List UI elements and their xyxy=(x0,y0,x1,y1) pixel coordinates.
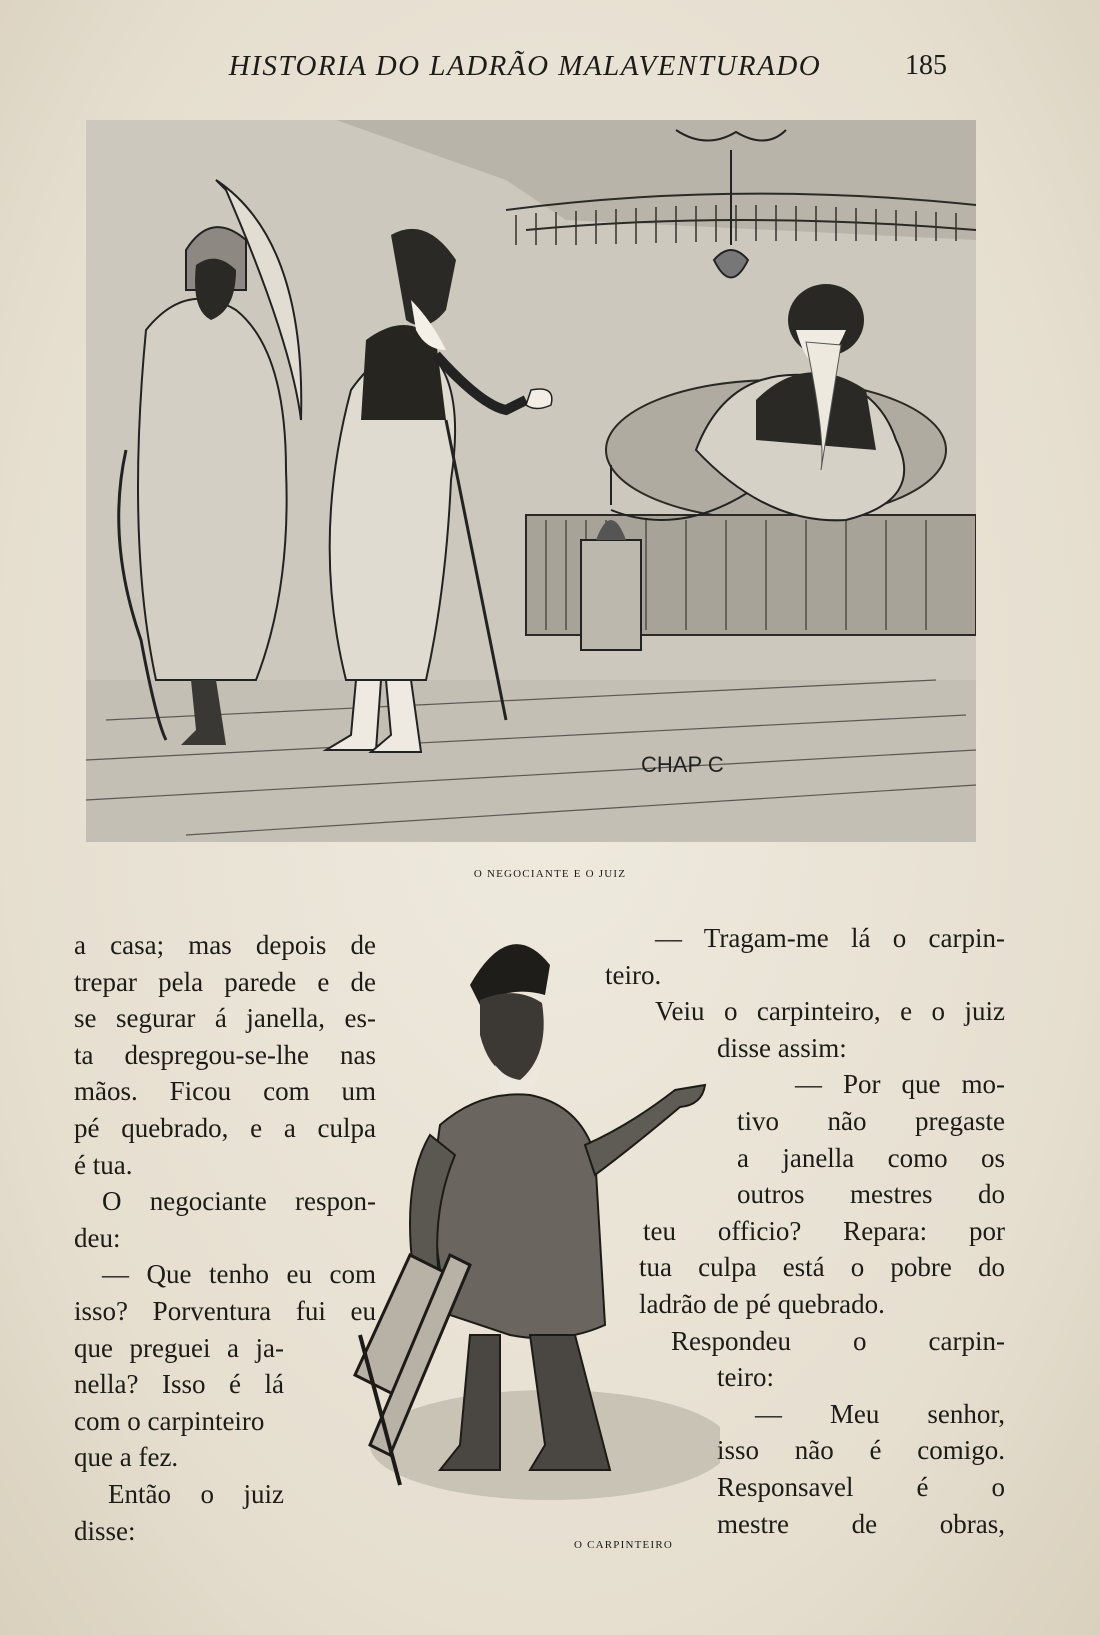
right-text-column xyxy=(605,920,1005,1542)
text-line: mestre de obras, xyxy=(717,1508,1005,1539)
text-line: ta despregou-se-lhe nas xyxy=(74,1039,376,1070)
text-line: ladrão de pé quebrado. xyxy=(639,1288,885,1319)
text-line: disse: xyxy=(74,1515,136,1546)
text-line: Responsavel é o xyxy=(717,1471,1005,1502)
text-line: mãos. Ficou com um xyxy=(74,1076,376,1107)
caption-merchant-and-judge: O NEGOCIANTE E O JUIZ xyxy=(473,868,627,880)
text-line: disse assim: xyxy=(717,1032,847,1063)
text-line: outros mestres do xyxy=(737,1179,1005,1210)
text-line: Então o juiz xyxy=(108,1478,284,1509)
illustration-merchant-and-judge-drawing xyxy=(86,120,976,842)
page-number: 185 xyxy=(905,50,947,81)
artist-signature: CHAP C xyxy=(641,752,724,777)
text-line: — Por que mo- xyxy=(795,1069,1005,1100)
text-line: é tua. xyxy=(74,1149,133,1180)
caption-carpenter: O CARPINTEIRO xyxy=(574,1539,674,1551)
text-line: tivo não pregaste xyxy=(737,1105,1005,1136)
text-line: nella? Isso é lá xyxy=(74,1369,284,1400)
text-line: a casa; mas depois de xyxy=(74,930,376,960)
text-line: se segurar á janella, es- xyxy=(74,1003,376,1034)
text-line: com o carpinteiro xyxy=(74,1405,265,1436)
text-line: que preguei a ja- xyxy=(74,1332,284,1363)
text-line: trepar pela parede e de xyxy=(74,966,376,997)
text-line: teiro. xyxy=(605,959,662,990)
text-line: teiro: xyxy=(717,1362,774,1393)
text-line: tua culpa está o pobre do xyxy=(639,1252,1005,1283)
text-line: — Tragam-me lá o carpin- xyxy=(655,923,1005,953)
text-line: O negociante respon- xyxy=(102,1186,376,1217)
text-line: a janella como os xyxy=(737,1142,1005,1173)
text-line: deu: xyxy=(74,1222,121,1253)
text-line: que a fez. xyxy=(74,1442,179,1473)
text-line: pé quebrado, e a culpa xyxy=(74,1112,376,1143)
text-line: — Meu senhor, xyxy=(755,1398,1005,1429)
text-line: isso não é comigo. xyxy=(717,1435,1005,1466)
text-line: teu officio? Repara: por xyxy=(643,1215,1005,1246)
text-line: Respondeu o carpin- xyxy=(671,1325,1005,1356)
text-line: isso? Porventura fui eu xyxy=(74,1295,376,1326)
text-line: — Que tenho eu com xyxy=(102,1259,376,1290)
text-line: Veiu o carpinteiro, e o juiz xyxy=(655,996,1005,1027)
running-head-title: HISTORIA DO LADRÃO MALAVENTURADO xyxy=(228,50,822,82)
illustration-merchant-and-judge xyxy=(86,120,976,842)
